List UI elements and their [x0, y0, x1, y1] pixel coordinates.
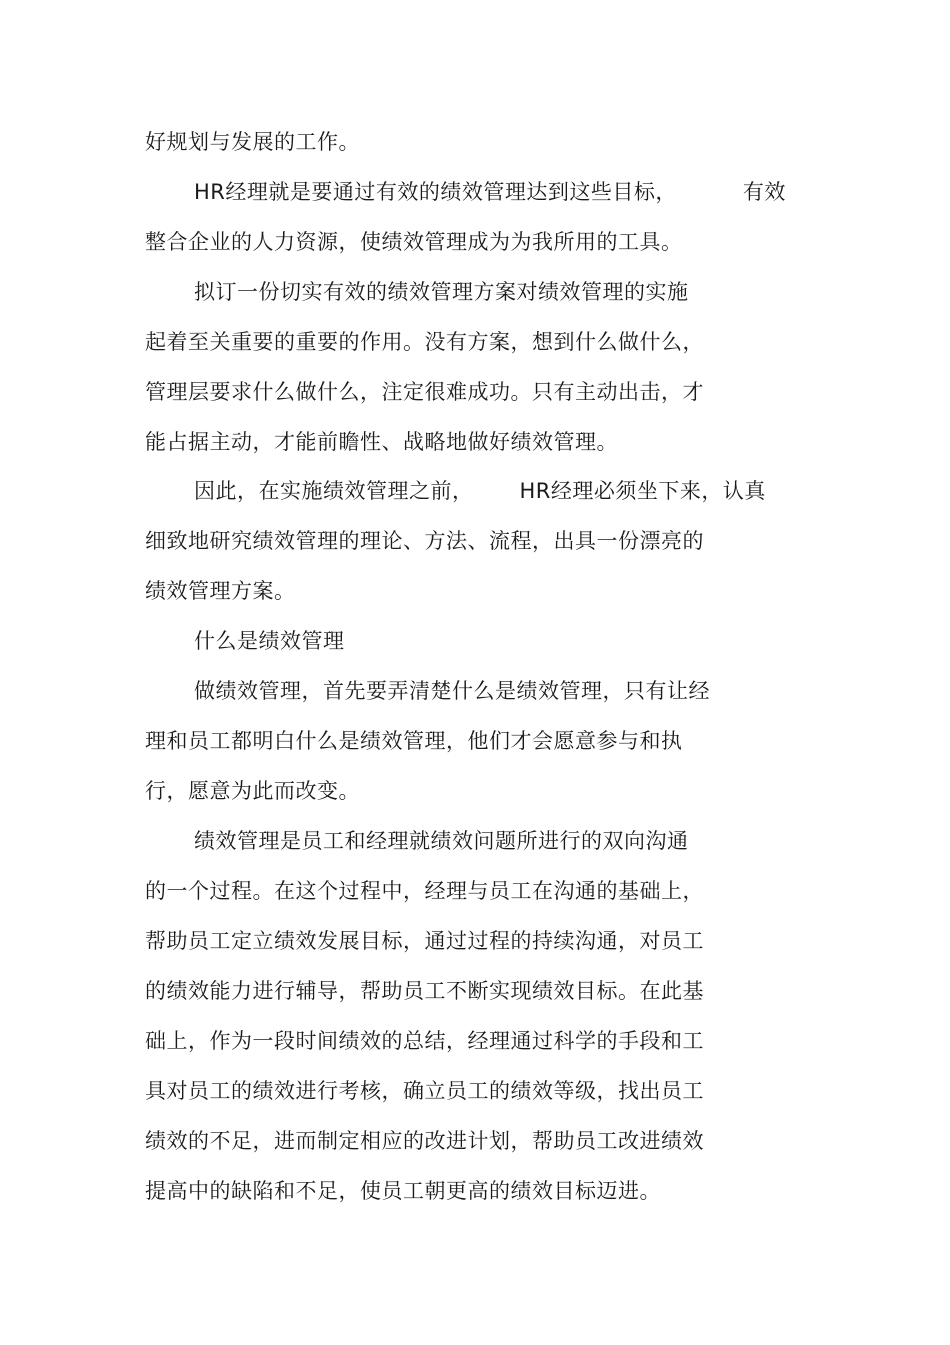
- text-line: [194, 178, 786, 206]
- text-line: 能占据主动，才能前瞻性、战略地做好绩效管理。: [145, 430, 618, 454]
- text-fragment: HR经理就是要通过有效的绩效管理达到这些目标，: [194, 180, 677, 204]
- text-fragment: HR经理必须坐下来，认真: [519, 479, 766, 503]
- text-line: 提高中的缺陷和不足，使员工朝更高的绩效目标迈进。: [145, 1179, 661, 1203]
- text-line: [194, 477, 766, 505]
- text-line: 起着至关重要的重要的作用。没有方案，想到什么做什么，: [145, 330, 704, 354]
- text-line: 好规划与发展的工作。: [145, 130, 360, 154]
- text-line: 绩效的不足，进而制定相应的改进计划，帮助员工改进绩效: [145, 1129, 704, 1153]
- text-line: 绩效管理是员工和经理就绩效问题所进行的双向沟通: [194, 829, 689, 853]
- text-fragment: 因此，在实施绩效管理之前，: [194, 479, 474, 503]
- text-fragment: 有效: [742, 180, 786, 204]
- text-line: 础上，作为一段时间绩效的总结，经理通过科学的手段和工: [145, 1029, 704, 1053]
- text-line: 帮助员工定立绩效发展目标，通过过程的持续沟通，对员工: [145, 929, 704, 953]
- text-line: 绩效管理方案。: [145, 579, 296, 603]
- text-line: 的绩效能力进行辅导，帮助员工不断实现绩效目标。在此基: [145, 979, 704, 1003]
- text-line: 的一个过程。在这个过程中，经理与员工在沟通的基础上，: [145, 879, 704, 903]
- text-line: 拟订一份切实有效的绩效管理方案对绩效管理的实施: [194, 280, 689, 304]
- text-line: 管理层要求什么做什么，注定很难成功。只有主动出击，才: [145, 380, 704, 404]
- text-line: 整合企业的人力资源，使绩效管理成为为我所用的工具。: [145, 230, 683, 254]
- text-line: 理和员工都明白什么是绩效管理，他们才会愿意参与和执: [145, 729, 683, 753]
- text-line: 细致地研究绩效管理的理论、方法、流程，出具一份漂亮的: [145, 529, 704, 553]
- text-line: 行，愿意为此而改变。: [145, 779, 360, 803]
- text-line: 做绩效管理，首先要弄清楚什么是绩效管理，只有让经: [194, 679, 710, 703]
- text-line: 具对员工的绩效进行考核，确立员工的绩效等级，找出员工: [145, 1079, 704, 1103]
- section-heading: 什么是绩效管理: [194, 629, 345, 653]
